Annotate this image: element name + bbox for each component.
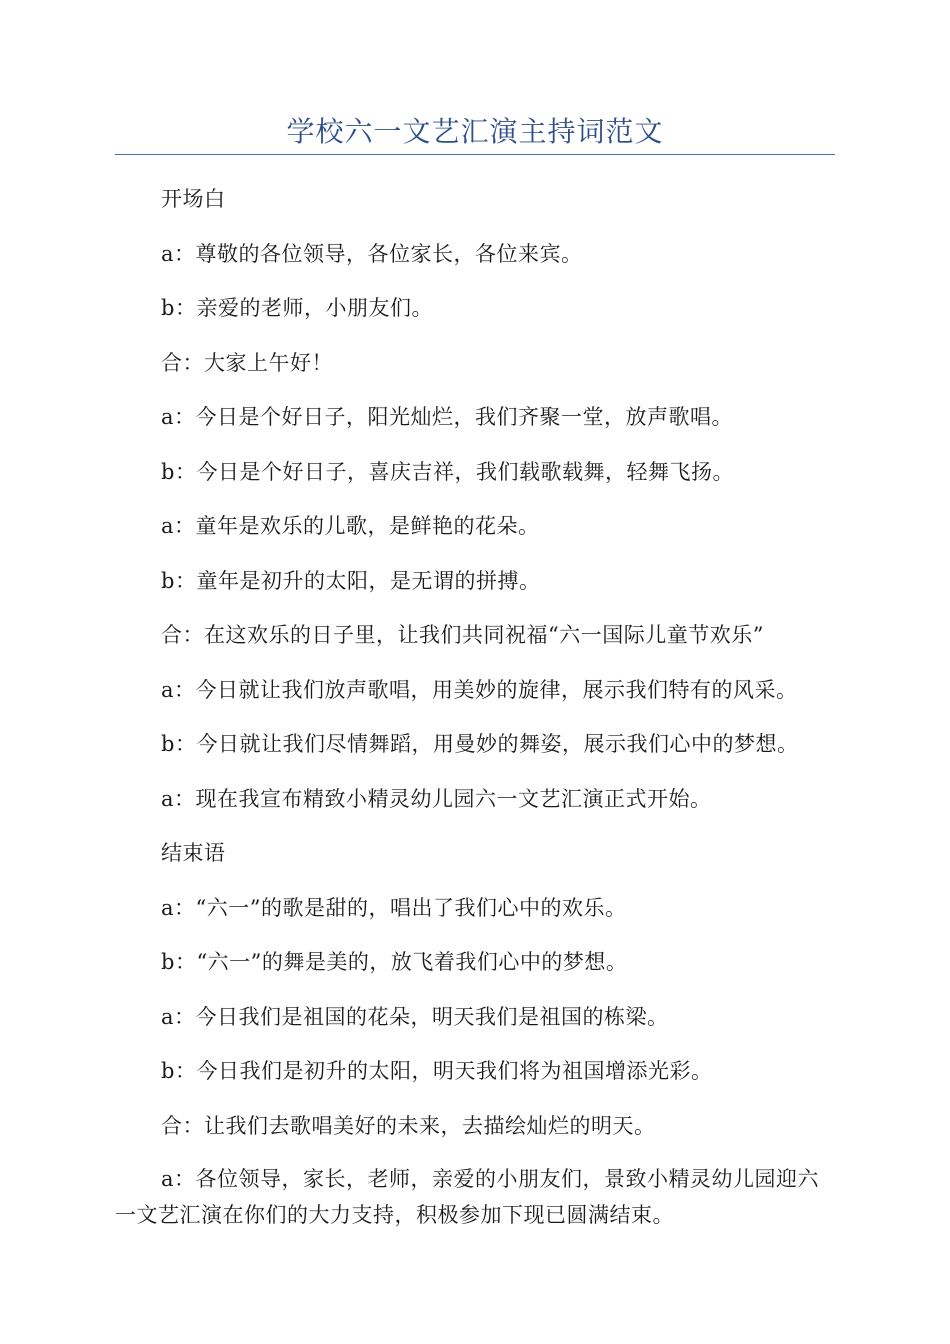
paragraph-closing-remarks: a：各位领导，家长，老师，亲爱的小朋友们，景致小精灵幼儿园迎六一文艺汇演在你们的大力支持，积极参加下现已圆满结束。 <box>115 1167 820 1227</box>
document-body <box>115 172 835 1233</box>
document-title: 学校六一文艺汇演主持词范文 <box>286 115 664 148</box>
paragraph: b：亲爱的老师，小朋友们。 <box>161 296 433 320</box>
title-underline <box>115 154 835 155</box>
paragraph: a：尊敬的各位领导，各位家长，各位来宾。 <box>161 241 583 266</box>
paragraph: b：今日我们是初升的太阳，明天我们将为祖国增添光彩。 <box>161 1059 713 1083</box>
paragraph: a：现在我宣布精致小精灵幼儿园六一文艺汇演正式开始。 <box>161 786 712 811</box>
paragraph: b：今日就让我们尽情舞蹈，用曼妙的舞姿，展示我们心中的梦想。 <box>161 732 799 756</box>
paragraph: a：童年是欢乐的儿歌，是鲜艳的花朵。 <box>161 514 540 538</box>
paragraph: 合：大家上午好！ <box>161 350 333 375</box>
paragraph: 合：让我们去歌唱美好的未来，去描绘灿烂的明天。 <box>161 1113 656 1138</box>
paragraph: a：今日是个好日子，阳光灿烂，我们齐聚一堂，放声歌唱。 <box>161 405 734 429</box>
section-heading-opening: 开场白 <box>161 187 226 211</box>
paragraph: b：今日是个好日子，喜庆吉祥，我们载歌载舞，轻舞飞扬。 <box>161 459 734 484</box>
paragraph: a：“六一”的歌是甜的，唱出了我们心中的欢乐。 <box>161 895 627 920</box>
paragraph: a：今日我们是祖国的花朵，明天我们是祖国的栋梁。 <box>161 1004 669 1029</box>
paragraph: 合：在这欢乐的日子里，让我们共同祝福“六一国际儿童节欢乐” <box>161 623 764 647</box>
paragraph: b：“六一”的舞是美的，放飞着我们心中的梦想。 <box>161 950 628 974</box>
paragraph: a：今日就让我们放声歌唱，用美妙的旋律，展示我们特有的风采。 <box>161 677 798 702</box>
paragraph: b：童年是初升的太阳，是无谓的拼搏。 <box>161 568 541 593</box>
section-heading-closing: 结束语 <box>161 841 226 865</box>
